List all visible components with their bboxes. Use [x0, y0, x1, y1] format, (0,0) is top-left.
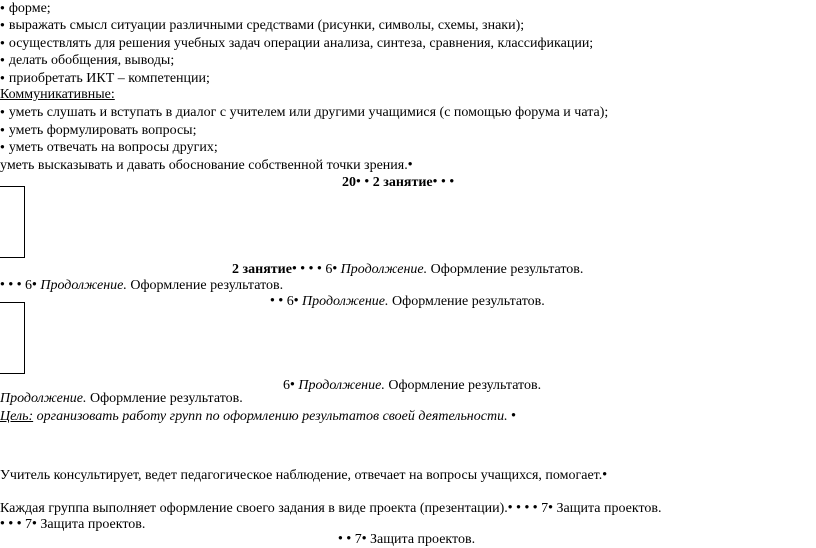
bullet-item: ● уметь отвечать на вопросы других; [0, 138, 218, 156]
continuation-line: ● ● ● 6● Продолжение. Оформление результатов. [0, 278, 284, 293]
bullet-item: ● делать обобщения, выводы; [0, 51, 174, 69]
communicative-heading: Коммуникативные: [0, 87, 115, 102]
teacher-line: Учитель консультирует, ведет педагогическое наблюдение, отвечает на вопросы учащихся, помогает.● [0, 468, 608, 483]
bullet-item: ● выражать смысл ситуации различными средствами (рисунки, символы, схемы, знаки); [0, 16, 524, 34]
frame-box [0, 302, 25, 374]
continuation-line: ● ● 6● Продолжение. Оформление результатов. [270, 294, 545, 309]
continuation-line: 6● Продолжение. Оформление результатов. [283, 378, 542, 393]
group-line: Каждая группа выполняет оформление своего задания в виде проекта (презентации).● ● ● ● 7● Защита проектов. [0, 501, 662, 516]
continuation-line: Продолжение. Оформление результатов. [0, 391, 243, 406]
defense-line: ● ● ● 7● Защита проектов. [0, 517, 146, 532]
session-continuation: 2 занятие● ● ● ● 6● Продолжение. Оформление результатов. [232, 262, 584, 277]
bullet-item: ● форме; [0, 0, 51, 17]
bullet-item: ● приобретать ИКТ – компетенции; [0, 69, 210, 87]
bullet-item: ● уметь формулировать вопросы; [0, 121, 196, 139]
bullet-item: ● уметь слушать и вступать в диалог с учителем или другими учащимися (с помощью форума и чата); [0, 103, 608, 121]
goal-line: Цель: организовать работу групп по оформлению результатов своей деятельности. ● [0, 409, 516, 424]
defense-line: ● ● 7● Защита проектов. [338, 532, 476, 547]
session-heading: 20● ● 2 занятие● ● ● [342, 175, 455, 190]
express-line: уметь высказывать и давать обоснование собственной точки зрения.● [0, 158, 413, 173]
frame-box [0, 186, 25, 258]
bullet-item: ● осуществлять для решения учебных задач операции анализа, синтеза, сравнения, классификации; [0, 34, 593, 52]
